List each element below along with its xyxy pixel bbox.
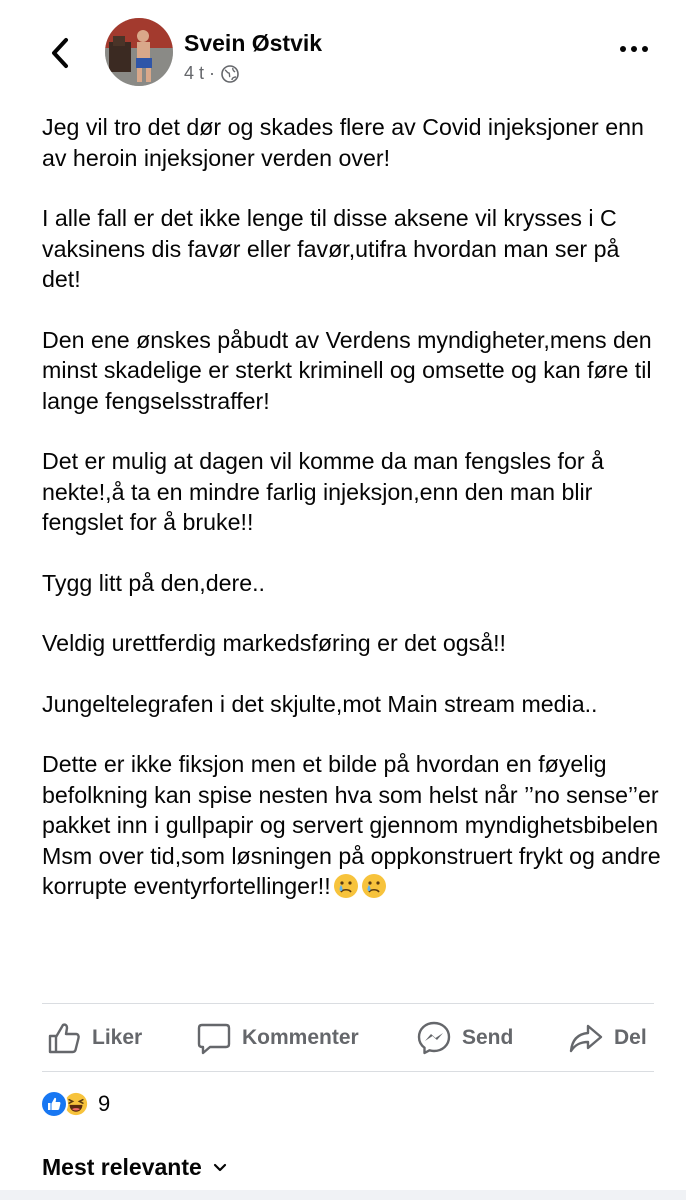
- post-paragraph: I alle fall er det ikke lenge til disse aksene vil krysses i C vaksinens dis favør eller favør,utifra hvordan man ser på det!: [42, 205, 620, 292]
- avatar[interactable]: [105, 18, 173, 86]
- post-paragraph: Tygg litt på den,dere..: [42, 569, 265, 596]
- post-paragraph: Jungeltelegrafen i det skjulte,mot Main stream media..: [42, 690, 598, 717]
- dot-icon: [620, 46, 626, 52]
- thumbs-up-icon: [46, 1020, 82, 1056]
- globe-icon: [221, 65, 239, 83]
- post-paragraph: Det er mulig at dagen vil komme da man fengsles for å nekte!,å ta en mindre farlig injeksjon,enn den man blir fengslet for å bruke!!: [42, 448, 604, 535]
- back-button[interactable]: [40, 30, 80, 76]
- author-name[interactable]: Svein Østvik: [184, 30, 323, 56]
- like-reaction-icon: [40, 1090, 68, 1118]
- post-time[interactable]: 4 t ·: [184, 63, 216, 83]
- post-header: [0, 0, 686, 100]
- send-label: Send: [462, 1026, 514, 1049]
- post-paragraph-last: [42, 749, 662, 902]
- like-button[interactable]: [46, 1018, 142, 1058]
- post-paragraph: Jeg vil tro det dør og skades flere av Covid injeksjoner enn av heroin injeksjoner verden over!: [42, 114, 644, 171]
- crying-face-emoji-icon: [333, 873, 359, 899]
- crying-face-emoji-icon: [361, 873, 387, 899]
- comment-label: Kommenter: [242, 1026, 359, 1049]
- more-options-button[interactable]: [620, 46, 648, 52]
- messenger-icon: [416, 1020, 452, 1056]
- comment-button[interactable]: [196, 1018, 359, 1058]
- dot-icon: [631, 46, 637, 52]
- chevron-down-icon: [212, 1162, 228, 1174]
- divider: [42, 1071, 654, 1072]
- post-text: [42, 112, 662, 902]
- sort-label: Mest relevante: [42, 1154, 202, 1180]
- comment-sort-dropdown[interactable]: [42, 1154, 228, 1181]
- post-meta: [184, 63, 239, 84]
- divider: [42, 1003, 654, 1004]
- send-button[interactable]: [416, 1018, 513, 1058]
- section-separator: [0, 1190, 686, 1200]
- post-paragraph: Den ene ønskes påbudt av Verdens myndigheter,mens den minst skadelige er sterkt kriminell og omsette og kan føre til lange fengselsstraffer!: [42, 326, 652, 414]
- chevron-left-icon: [49, 37, 71, 69]
- share-label: Del: [614, 1026, 647, 1049]
- like-label: Liker: [92, 1026, 143, 1049]
- reaction-count: 9: [98, 1091, 111, 1116]
- post-paragraph-text: Dette er ikke fiksjon men et bilde på hvordan en føyelig befolkning kan spise nesten hva som helst når ’’no sense’’er pakket inn i gullpapir og servert gjennom myndighetsbibelen Msm over tid,som løsningen på oppkonstruert frykt og andre korrupte eventyrfortellinger!!: [42, 751, 661, 899]
- post-actions-bar: [0, 1008, 686, 1068]
- comment-bubble-icon: [196, 1020, 232, 1056]
- share-arrow-icon: [568, 1020, 604, 1056]
- reactions-summary[interactable]: [40, 1090, 110, 1118]
- post-paragraph: Veldig urettferdig markedsføring er det også!!: [42, 630, 506, 656]
- dot-icon: [642, 46, 648, 52]
- share-button[interactable]: [568, 1018, 647, 1058]
